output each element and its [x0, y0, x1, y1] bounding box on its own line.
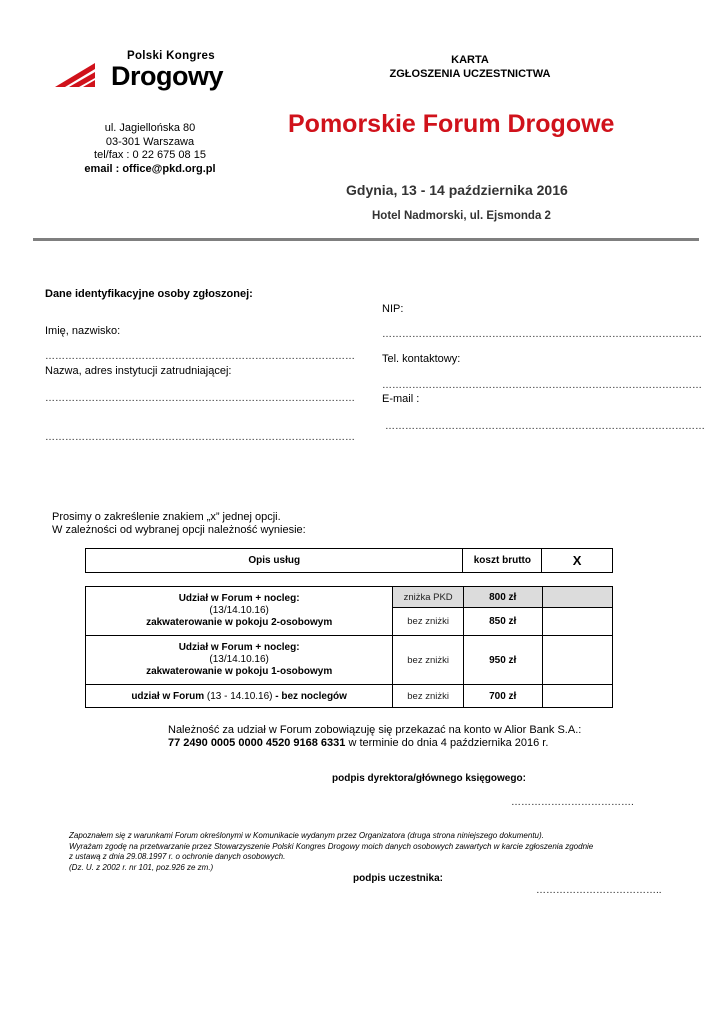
payment-line1: Należność za udział w Forum zobowiązuję się przekazać na konto w Alior Bank S.A.: — [168, 724, 582, 736]
instruction-line2: W zależności od wybranej opcji należność wyniesie: — [52, 524, 306, 536]
payment-deadline: w terminie do dnia 4 października 2016 r. — [345, 737, 549, 749]
footnote-line4: (Dz. U. z 2002 r. nr 101, poz.926 ze zm.) — [69, 862, 214, 872]
footnote-line1: Zapoznałem się z warunkami Forum określonymi w Komunikacie wydanym przez Organizatora (druga strona niniejszego dokumentu). — [69, 831, 544, 840]
director-signature-field[interactable]: ………………………………. — [511, 797, 634, 808]
discount-cell: bez zniżki — [393, 685, 464, 708]
footnote — [69, 831, 629, 873]
card-title — [370, 53, 570, 81]
mark-checkbox[interactable] — [542, 636, 613, 685]
address-street: ul. Jagiellońska 80 — [104, 122, 196, 134]
bank-account: 77 2490 0005 0000 4520 9168 6331 — [168, 737, 346, 749]
mark-checkbox[interactable] — [542, 587, 613, 608]
nip-label: NIP: — [382, 303, 404, 315]
nip-field[interactable]: …………………………………………………………………………………… — [382, 329, 702, 340]
option-description — [86, 587, 393, 636]
form-section-title: Dane identyfikacyjne osoby zgłoszonej: — [45, 288, 253, 300]
option-title: udział w Forum — [131, 690, 205, 702]
email-field-label: E-mail : — [382, 393, 420, 405]
address-email-line — [60, 163, 240, 177]
discount-cell: bez zniżki — [393, 636, 464, 685]
participant-signature-field[interactable] — [536, 885, 662, 896]
option-suffix: - bez noclegów — [275, 690, 347, 702]
participant-signature-label: podpis uczestnika: — [353, 873, 444, 884]
email-link[interactable]: office@pkd.org.pl — [122, 162, 216, 175]
table-row — [86, 636, 613, 685]
option-dates: (13/14.10.16) — [209, 654, 269, 665]
option-dates: (13 - 14.10.16) — [204, 690, 276, 702]
option-room: zakwaterowanie w pokoju 2-osobowym — [146, 617, 333, 628]
name-label: Imię, nazwisko: — [45, 325, 121, 337]
discount-cell: bez zniżki — [393, 608, 464, 636]
divider — [33, 238, 699, 241]
institution-label: Nazwa, adres instytucji zatrudniającej: — [45, 365, 232, 377]
institution-field-1[interactable]: ………………………………………………………………………………… — [45, 393, 355, 404]
option-title: Udział w Forum + nocleg: — [178, 642, 300, 653]
email-label: email : — [84, 162, 123, 175]
option-dates: (13/14.10.16) — [209, 605, 269, 616]
option-description — [86, 636, 393, 685]
mark-checkbox[interactable] — [542, 685, 613, 708]
event-title: Pomorskie Forum Drogowe — [288, 110, 615, 138]
col-price-header: koszt brutto — [463, 549, 542, 573]
logo — [55, 50, 230, 95]
option-description — [86, 685, 393, 708]
price-cell: 850 zł — [463, 608, 542, 636]
director-signature-label: podpis dyrektora/głównego księgowego: — [332, 773, 526, 784]
logo-big-text: Drogowy — [111, 61, 224, 91]
footnote-line2: Wyrażam zgodę na przetwarzanie przez Stowarzyszenie Polski Kongres Drogowy moich danych osobowych zawartych w karcie zgłoszenia zgodnie — [69, 841, 594, 851]
col-service-header: Opis usług — [86, 549, 463, 573]
email-field[interactable]: …………………………………………………………………………………… — [385, 421, 705, 432]
participant-dots: ………………………………. — [536, 885, 659, 896]
participant-dots-end: . — [658, 885, 662, 896]
event-venue: Hotel Nadmorski, ul. Ejsmonda 2 — [372, 210, 551, 222]
address-phone: tel/fax : 0 22 675 08 15 — [94, 149, 206, 161]
mark-checkbox[interactable] — [542, 608, 613, 636]
discount-cell: zniżka PKD — [393, 587, 464, 608]
card-title-line2: ZGŁOSZENIA UCZESTNICTWA — [389, 68, 551, 80]
instruction-line1: Prosimy o zakreślenie znakiem „x” jednej opcji. — [52, 511, 281, 523]
logo-stripes-icon — [55, 55, 115, 95]
organizer-address — [60, 122, 240, 176]
address-city: 03-301 Warszawa — [105, 135, 195, 148]
name-field[interactable]: ………………………………………………………………………………… — [45, 351, 355, 362]
institution-field-2[interactable]: ………………………………………………………………………………… — [45, 432, 355, 443]
col-mark-header: X — [542, 549, 613, 573]
table-row — [86, 587, 613, 608]
event-date: Gdynia, 13 - 14 października 2016 — [346, 182, 568, 198]
price-cell: 800 zł — [463, 587, 542, 608]
option-room: zakwaterowanie w pokoju 1-osobowym — [146, 666, 333, 677]
fee-table-header — [85, 548, 613, 573]
phone-field[interactable]: …………………………………………………………………………………… — [382, 380, 702, 391]
price-cell: 950 zł — [463, 636, 542, 685]
card-title-line1: KARTA — [451, 54, 489, 66]
price-cell: 700 zł — [463, 685, 542, 708]
payment-line2 — [168, 737, 548, 749]
fee-table — [85, 586, 613, 708]
phone-label: Tel. kontaktowy: — [382, 353, 461, 365]
logo-small-text: Polski Kongres — [127, 50, 215, 62]
table-row — [86, 685, 613, 708]
option-title: Udział w Forum + nocleg: — [178, 593, 300, 604]
footnote-line3: z ustawą z dnia 29.08.1997 r. o ochronie danych osobowych. — [69, 852, 286, 861]
